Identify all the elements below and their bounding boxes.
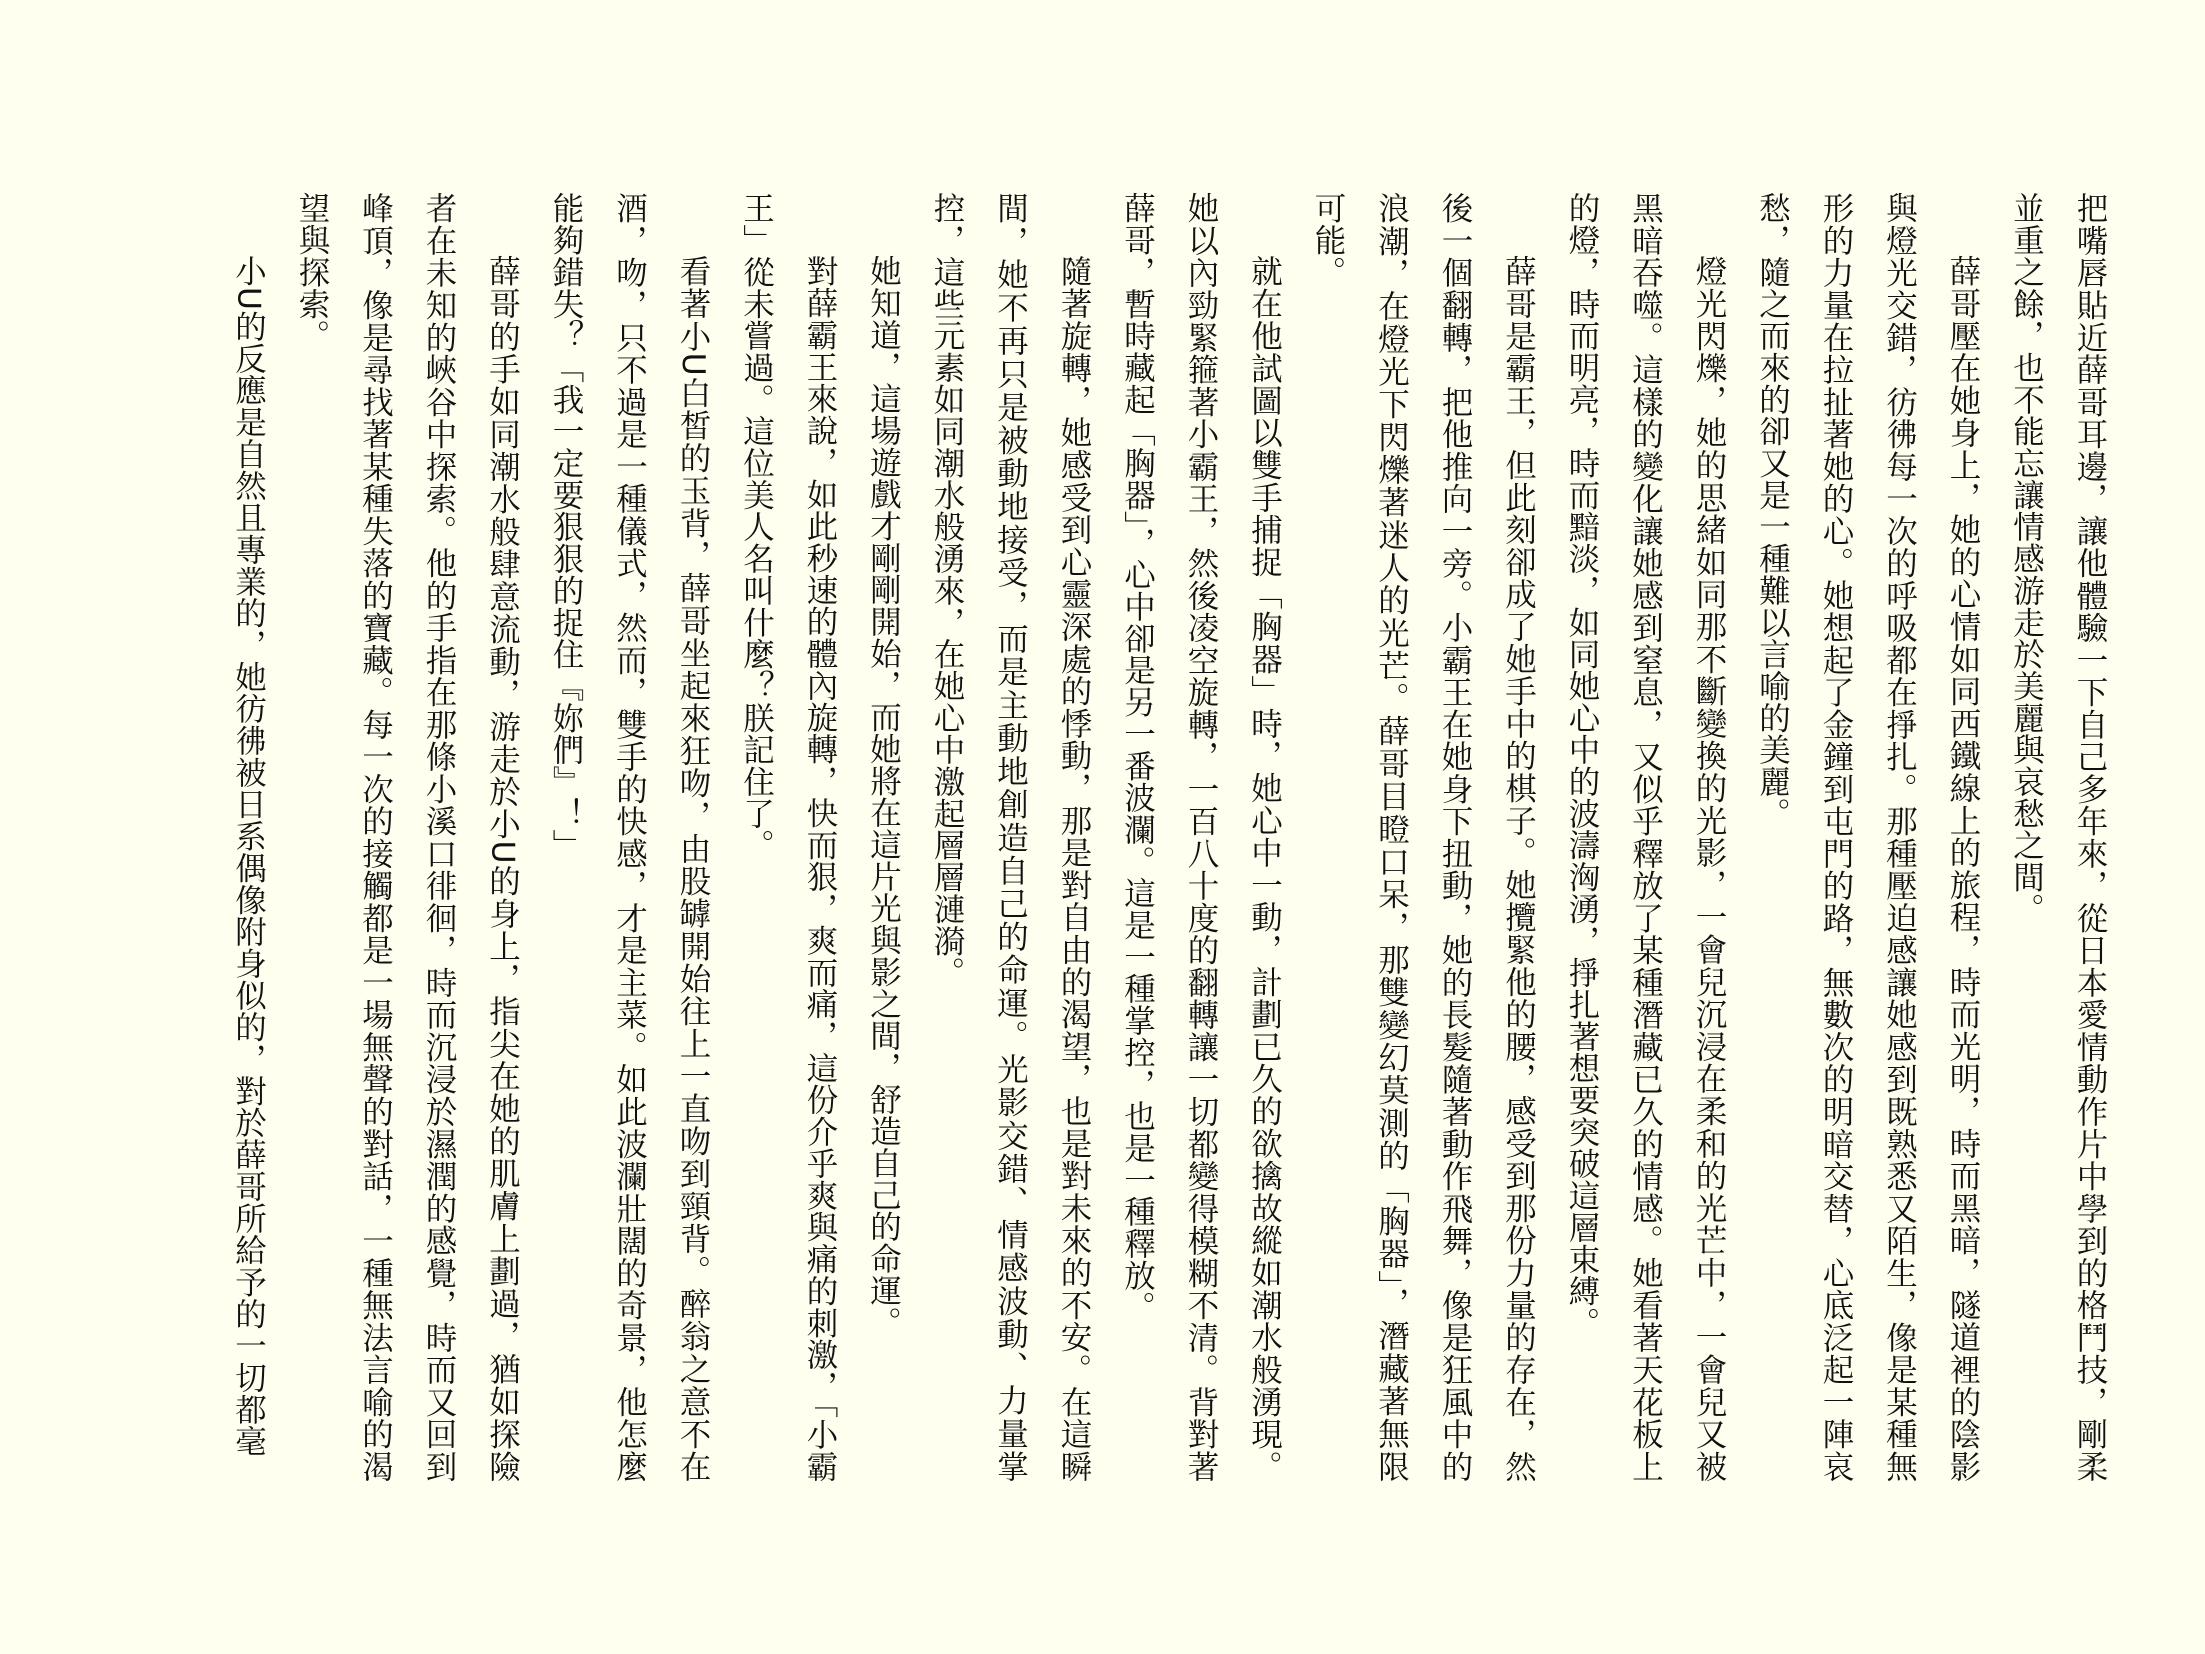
- paragraph: 對薛霸王來說，如此秒速的體內旋轉，快而狠，爽而痛，這份介乎爽與痛的刺激，「小霸王」從未嘗過。這位美人名叫什麼？朕記住了。: [738, 192, 838, 1482]
- paragraph: 薛哥壓在她身上，她的心情如同西鐵線上的旅程，時而光明，時而黑暗，隧道裡的陰影與燈光交錯，彷彿每一次的呼吸都在掙扎。那種壓迫感讓她感到既熟悉又陌生，像是某種無形的力量在拉扯著她的心。她想起了金鐘到屯門的路，無數次的明暗交替，心底泛起一陣哀愁，隨之而來的卻又是一種難以言喻的美麗。: [1754, 192, 1981, 1482]
- paragraph: 隨著旋轉，她感受到心靈深處的悸動，那是對自由的渴望，也是對未來的不安。在這瞬間，她不再只是被動地接受，而是主動地創造自己的命運。光影交錯、情感波動、力量掌控，這些元素如同潮水般湧來，在她心中激起層層漣漪。: [929, 192, 1092, 1482]
- paragraph: 小U的反應是自然且專業的，她彷彿被日系偶像附身似的，對於薛哥所給予的一切都毫: [230, 255, 267, 1457]
- paragraph: 薛哥是霸王，但此刻卻成了她手中的棋子。她攬緊他的腰，感受到那份力量的存在，然後一個翻轉，把他推向一旁。小霸王在她身下扭動，她的長髮隨著動作飛舞，像是狂風中的浪潮，在燈光下閃爍著迷人的光芒。薛哥目瞪口呆，那雙變幻莫測的「胸器」，潛藏著無限可能。: [1310, 192, 1537, 1482]
- paragraph: 看著小U白皙的玉背，薛哥坐起來狂吻，由股罅開始往上一直吻到頸背。醉翁之意不在酒，吻，只不過是一種儀式，然而，雙手的快感，才是主菜。如此波瀾壯闊的奇景，他怎麼能夠錯失？「我一定要狠狠的捉住『妳們』！」: [548, 192, 711, 1482]
- vertical-text-block: [216, 192, 2121, 1482]
- paragraph: 燈光閃爍，她的思緒如同那不斷變換的光影，一會兒沉浸在柔和的光芒中，一會兒又被黑暗吞噬。這樣的變化讓她感到窒息，又似乎釋放了某種潛藏已久的情感。她看著天花板上的燈，時而明亮，時而黯淡，如同她心中的波濤洶湧，掙扎著想要突破這層束縛。: [1564, 192, 1727, 1482]
- paragraph: 她知道，這場遊戲才剛剛開始，而她將在這片光與影之間，舒造自己的命運。: [865, 255, 902, 1338]
- paragraph: 薛哥的手如同潮水般肆意流動，游走於小U的身上，指尖在她的肌膚上劃過，猶如探險者在未知的峽谷中探索。他的手指在那條小溪口徘徊，時而沉浸於濕潤的感覺，時而又回到峰頂，像是尋找著某種失落的寶藏。每一次的接觸都是一場無聲的對話，一種無法言喻的渴望與探索。: [294, 192, 521, 1482]
- paragraph: 把嘴唇貼近薛哥耳邊，讓他體驗一下自己多年來，從日本愛情動作片中學到的格鬥技，剛柔並重之餘，也不能忘讓情感游走於美麗與哀愁之間。: [2008, 192, 2108, 1482]
- paragraph: 就在他試圖以雙手捕捉「胸器」時，她心中一動，計劃已久的欲擒故縱如潮水般湧現。她以內勁緊箍著小霸王，然後凌空旋轉，一百八十度的翻轉讓一切都變得模糊不清。背對著薛哥，暫時藏起「胸器」，心中卻是另一番波瀾。這是一種掌控，也是一種釋放。: [1119, 192, 1283, 1482]
